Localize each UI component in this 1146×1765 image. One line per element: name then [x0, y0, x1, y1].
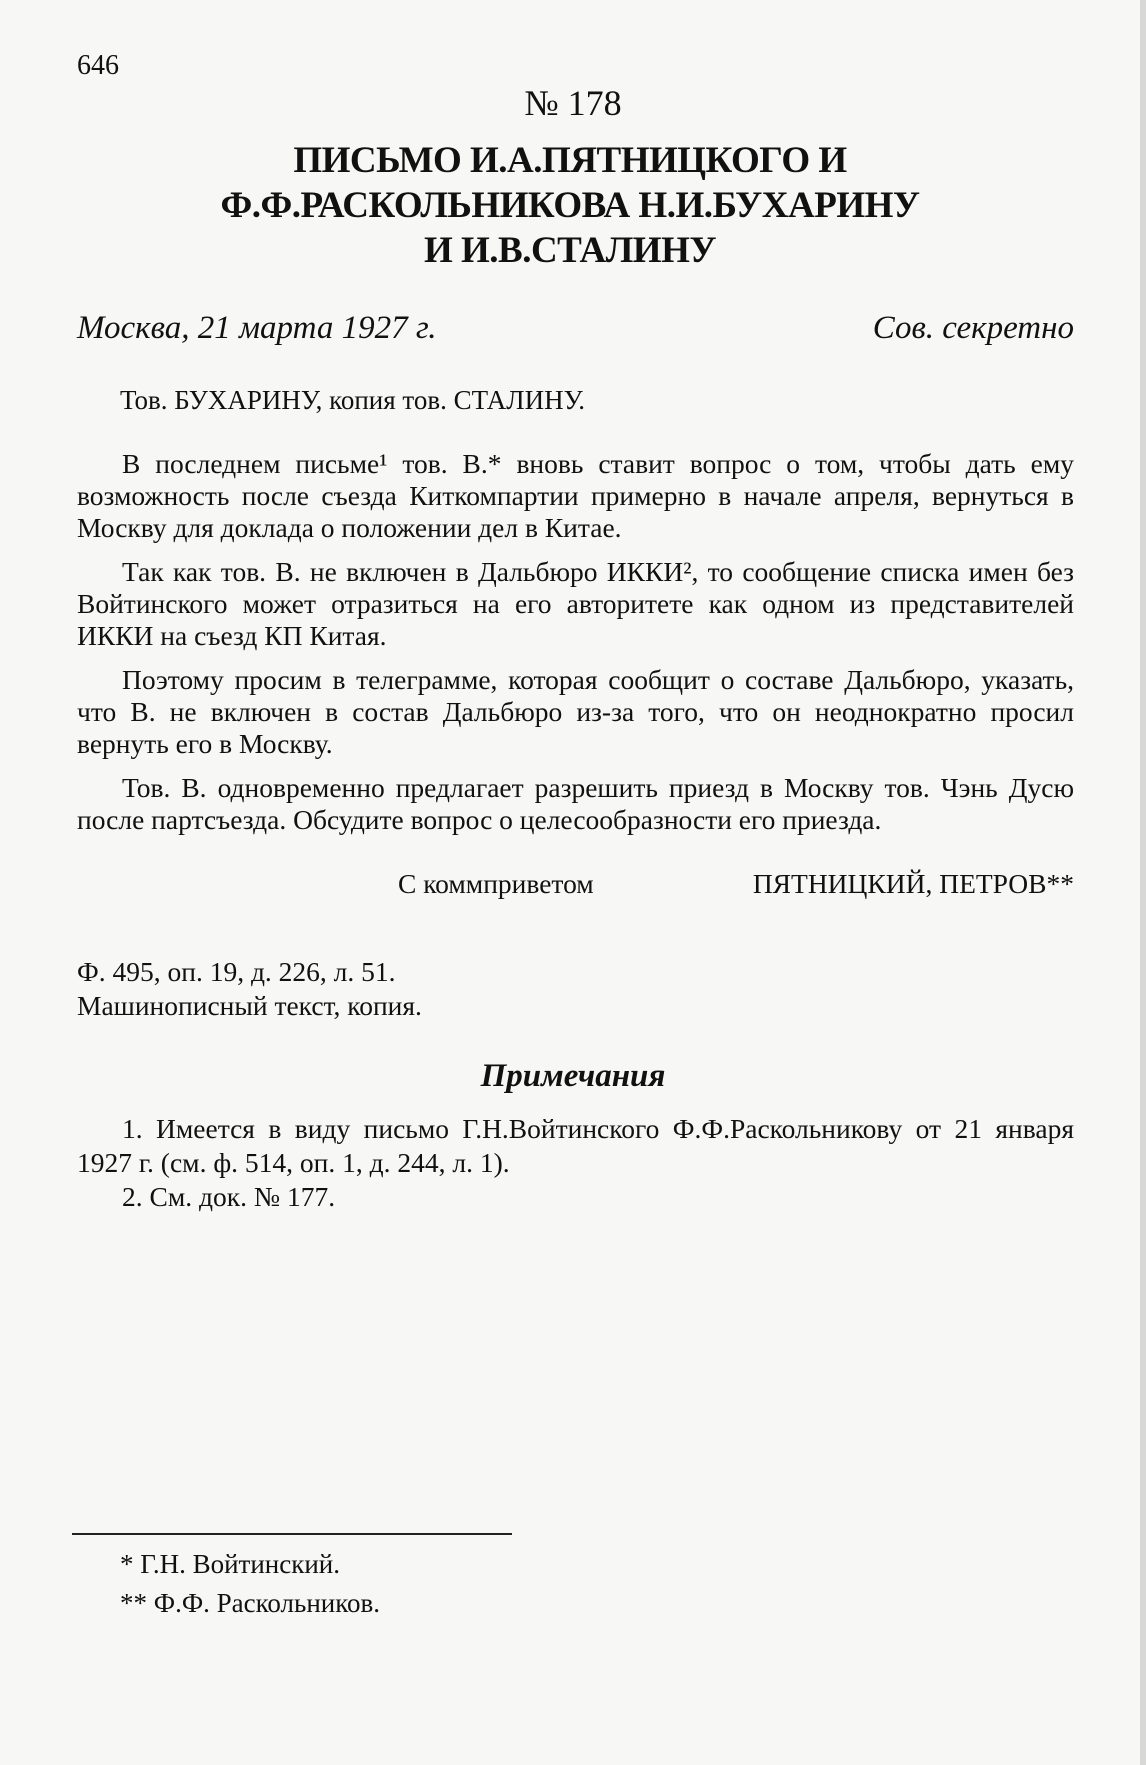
archive-type: Машинописный текст, копия.: [77, 990, 422, 1021]
title-line: Ф.Ф.РАСКОЛЬНИКОВА Н.И.БУХАРИНУ: [220, 185, 920, 226]
signers: ПЯТНИЦКИЙ, ПЕТРОВ**: [752, 868, 1074, 899]
closing: С коммприветом: [398, 868, 594, 899]
notes: [77, 1112, 1074, 1214]
document-number: № 178: [524, 83, 622, 123]
title-line: И И.В.СТАЛИНУ: [423, 230, 717, 271]
footnote: * Г.Н. Войтинский.: [120, 1549, 340, 1579]
letter-body: [77, 448, 1074, 848]
footnote-divider: [72, 1533, 512, 1535]
paragraph-4: Тов. В. одновременно предлагает разрешить приезд в Москву тов. Чэнь Дусю после партсъезда. Обсудите вопрос о целесообразности его приезда.: [77, 772, 1074, 835]
classification: Сов. секретно: [872, 310, 1074, 346]
paragraph-2: Так как тов. В. не включен в Дальбюро ИККИ², то сообщение списка имен без Войтинского может отразиться на его авторитете как одном из представителей ИККИ на съезд КП Китая.: [77, 556, 1074, 651]
notes-heading: Примечания: [480, 1058, 666, 1094]
page-number: 646: [77, 50, 119, 81]
paragraph-3: Поэтому просим в телеграмме, которая сообщит о составе Дальбюро, указать, что В. не включен в состав Дальбюро из-за того, что он неоднократно просил вернуть его в Москву.: [77, 664, 1074, 759]
footnote: ** Ф.Ф. Раскольников.: [120, 1588, 380, 1618]
place-date: Москва, 21 марта 1927 г.: [77, 310, 437, 346]
paragraph-1: В последнем письме¹ тов. В.* вновь ставит вопрос о том, чтобы дать ему возможность после съезда Киткомпартии примерно в начале апреля, вернуться в Москву для доклада о положении дел в Китае.: [77, 448, 1074, 543]
page-edge: [1140, 0, 1146, 1765]
archive-ref: Ф. 495, оп. 19, д. 226, л. 51.: [77, 956, 396, 987]
note-item: 1. Имеется в виду письмо Г.Н.Войтинского Ф.Ф.Раскольникову от 21 января 1927 г. (см. ф. 514, оп. 1, д. 244, л. 1).: [77, 1113, 1074, 1178]
footnotes: [120, 1545, 380, 1623]
title-line: ПИСЬМО И.А.ПЯТНИЦКОГО И: [293, 140, 847, 181]
addressee: Тов. БУХАРИНУ, копия тов. СТАЛИНУ.: [120, 385, 586, 415]
archive-reference: [77, 955, 422, 1023]
document-title: [120, 138, 1020, 273]
note-item: 2. См. док. № 177.: [122, 1181, 336, 1212]
